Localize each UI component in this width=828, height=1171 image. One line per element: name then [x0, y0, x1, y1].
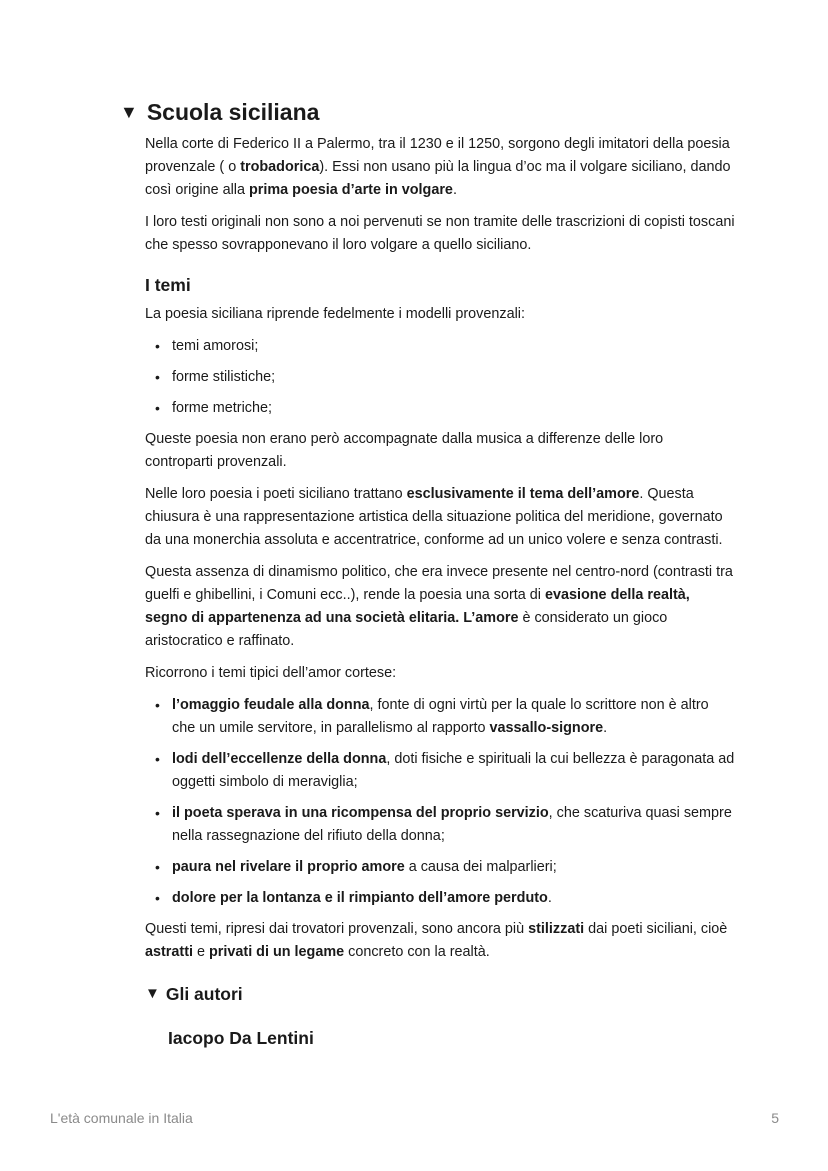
text-run: , doti fisiche e spirituali la cui bellezza è paragonata ad oggetti simbolo di meraviglia;: [172, 751, 735, 790]
footer-doc-title: L'età comunale in Italia: [50, 1110, 193, 1126]
paragraph: I loro testi originali non sono a noi pervenuti se non tramite delle trascrizioni di copisti toscani che spesso sovrapponevano il loro volgare a quello siciliano.: [145, 214, 735, 253]
paragraph: [145, 133, 735, 202]
list-item: [172, 856, 735, 879]
section-content: [145, 133, 735, 1050]
text-run: dai poeti siciliani, cioè: [584, 921, 728, 937]
bold-text: vassallo-signore: [489, 720, 604, 736]
bullet-list: [145, 335, 735, 420]
paragraph: Ricorrono i temi tipici dell’amor cortese:: [145, 665, 397, 681]
bold-text: prima poesia d’arte in volgare: [249, 182, 453, 198]
text-run: , fonte di ogni virtù per la quale lo scrittore non è altro che un umile servitore, in parallelismo al rapporto: [172, 697, 709, 736]
text-run: . Questa chiusura è una rappresentazione artistica della situazione politica del meridione, governato da una monerchia assoluta e accentratrice, conforme ad un unico volere e senza contrasti.: [145, 486, 723, 548]
bold-text: lodi dell’eccellenze della donna: [172, 751, 387, 767]
bold-text: dolore per la lontanza e il rimpianto dell’amore perduto: [172, 890, 548, 906]
paragraph: [145, 918, 735, 964]
triangle-down-icon[interactable]: ▼: [145, 985, 160, 1002]
text-run: e: [193, 944, 209, 960]
text-run: Nelle loro poesia i poeti siciliano trattano: [145, 486, 407, 502]
text-run: .: [547, 890, 552, 906]
text-run: a causa dei malparlieri;: [404, 859, 557, 875]
paragraph: Queste poesia non erano però accompagnate dalla musica a differenze delle loro controparti provenzali.: [145, 431, 664, 470]
text-run: .: [452, 182, 457, 198]
bold-text: stilizzati: [528, 921, 585, 937]
paragraph: [145, 561, 735, 653]
paragraph: [145, 483, 735, 552]
bold-text: trobadorica: [240, 159, 320, 175]
text-run: Questa assenza di dinamismo politico, che era invece presente nel centro-nord (contrasti tra guelfi e ghibellini, i Comuni ecc..), rende la poesia una sorta di: [145, 564, 733, 603]
triangle-down-icon[interactable]: ▼: [120, 102, 138, 122]
footer-page-number: 5: [771, 1110, 779, 1126]
section-toggle-heading[interactable]: [120, 96, 319, 128]
bold-text: privati di un legame: [209, 944, 345, 960]
list-item: [172, 694, 735, 740]
bold-text: esclusivamente il tema dell’amore: [406, 486, 640, 502]
bold-text: l’omaggio feudale alla donna: [172, 697, 370, 713]
text-run: concreto con la realtà.: [344, 944, 490, 960]
text-run: ). Essi non usano più la lingua d’oc ma il volgare siciliano, dando così origine alla: [145, 159, 731, 198]
text-run: , che scaturiva quasi sempre nella rassegnazione del rifiuto della donna;: [172, 805, 732, 844]
autori-toggle-heading[interactable]: [145, 982, 735, 1006]
text-run: è considerato un gioco aristocratico e raffinato.: [145, 610, 668, 649]
section-title: Scuola siciliana: [146, 99, 320, 125]
author-heading: Iacopo Da Lentini: [168, 1028, 314, 1048]
autori-title: Gli autori: [165, 984, 243, 1004]
bold-text: il poeta sperava in una ricompensa del proprio servizio: [172, 805, 549, 821]
subheading-temi: I temi: [145, 275, 191, 295]
list-item: [172, 748, 735, 794]
list-item: • forme metriche;: [172, 397, 735, 420]
text-run: .: [603, 720, 608, 736]
bullet-list-cortese: [145, 694, 735, 910]
list-item: • temi amorosi;: [172, 335, 735, 358]
list-item: • forme stilistiche;: [172, 366, 735, 389]
paragraph: La poesia siciliana riprende fedelmente i modelli provenzali:: [145, 306, 525, 322]
text-run: Questi temi, ripresi dai trovatori provenzali, sono ancora più: [145, 921, 529, 937]
text-run: Nella corte di Federico II a Palermo, tra il 1230 e il 1250, sorgono degli imitatori della poesia provenzale ( o: [145, 136, 730, 175]
bold-text: astratti: [145, 944, 193, 960]
bold-text: paura nel rivelare il proprio amore: [172, 859, 405, 875]
list-item: [172, 802, 735, 848]
list-item: [172, 887, 735, 910]
bold-text: evasione della realtà, segno di appartenenza ad una società elitaria. L’amore: [145, 587, 690, 626]
